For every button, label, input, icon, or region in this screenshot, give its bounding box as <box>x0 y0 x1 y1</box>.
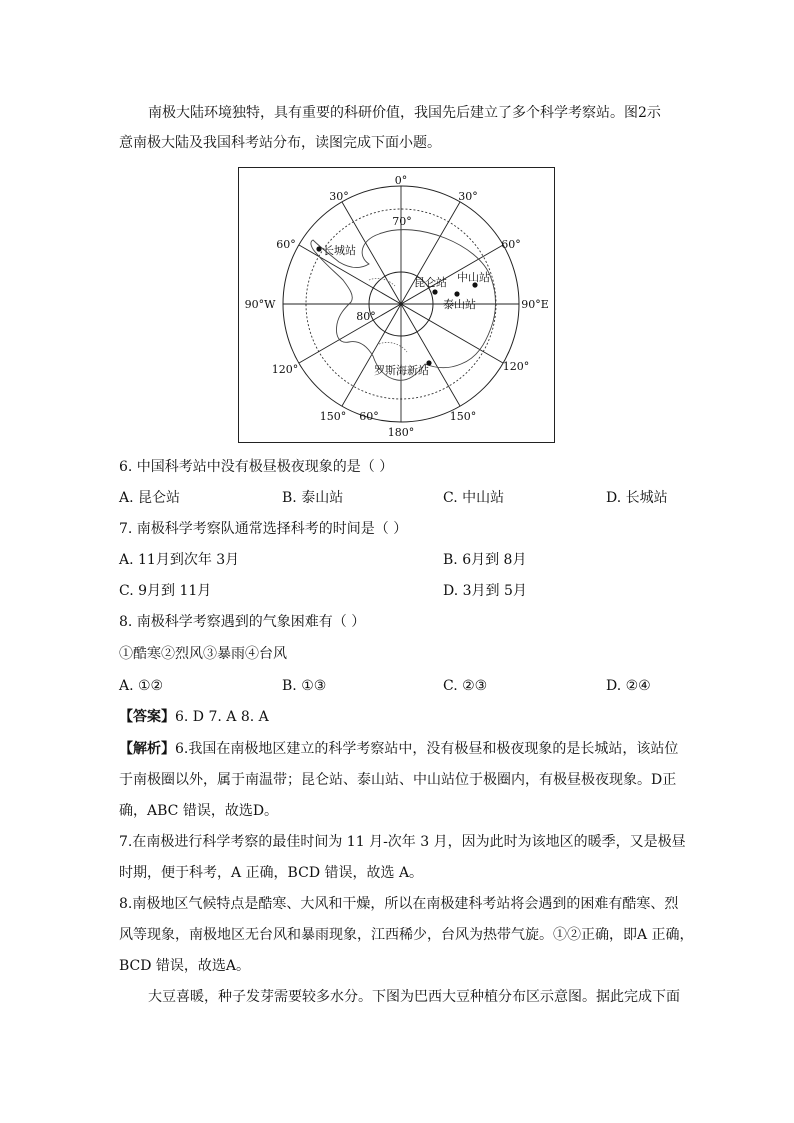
q6-option-a: A. 昆仑站 <box>119 490 181 506</box>
q6-option-d: D. 长城站 <box>606 490 668 506</box>
q7-stem: 7. 南极科学考察队通常选择科考的时间是（ ） <box>119 521 408 537</box>
q7-option-d: D. 3月到 5月 <box>443 583 527 599</box>
analysis-line-1 <box>119 740 678 758</box>
ice-shelf-ronne <box>369 278 395 286</box>
q7-option-a: A. 11月到次年 3月 <box>119 552 240 568</box>
analysis-text-1: 6.我国在南极地区建立的科学考察站中，没有极昼和极夜现象的是长城站，该站位 <box>175 741 679 757</box>
intro-line-1: 南极大陆环境独特，具有重要的科研价值，我国先后建立了多个科学考察站。图2示 <box>148 105 661 121</box>
analysis-line-7: 风等现象，南极地区无台风和暴雨现象，江西稀少，台风为热带气旋。①②正确，即A 正确， <box>119 927 694 943</box>
station-dot-kunlun <box>432 289 437 294</box>
antarctica-map-svg <box>239 168 554 442</box>
lon-label-120w: 120° <box>271 363 299 376</box>
station-label-luosihai: 罗斯海新站 <box>374 364 429 377</box>
analysis-line-6: 8.南极地区气候特点是酷寒、大风和干燥，所以在南极建科考站将会遇到的困难有酷寒、烈 <box>119 896 679 912</box>
next-passage-line: 大豆喜暖，种子发芽需要较多水分。下图为巴西大豆种植分布区示意图。据此完成下面 <box>148 989 680 1005</box>
ice-shelf-ross <box>379 342 407 352</box>
lon-label-60w: 60° <box>276 238 296 251</box>
q7-option-b: B. 6月到 8月 <box>443 552 527 568</box>
lon-label-150w: 150° <box>319 410 347 423</box>
q8-option-b: B. ①③ <box>282 678 327 694</box>
q6-stem: 6. 中国科考站中没有极昼极夜现象的是（ ） <box>119 459 394 475</box>
lat-label-70: 70° <box>392 215 412 228</box>
answer-line <box>119 708 269 726</box>
lon-label-30e: 30° <box>458 190 478 203</box>
lon-label-90w: 90°W <box>244 298 276 311</box>
analysis-line-5: 时期，便于科考，A 正确，BCD 错误，故选 A。 <box>119 865 424 881</box>
analysis-tag: 【解析】 <box>119 741 175 757</box>
station-label-kunlun: 昆仑站 <box>414 276 447 289</box>
q8-option-a: A. ①② <box>119 678 164 694</box>
analysis-line-4: 7.在南极进行科学考察的最佳时间为 11 月-次年 3 月，因为此时为该地区的暖季，又是极昼 <box>119 834 686 850</box>
analysis-line-2: 于南极圈以外，属于南温带；昆仑站、泰山站、中山站位于极圈内，有极昼极夜现象。D正 <box>119 772 677 788</box>
station-label-zhongshan: 中山站 <box>457 271 490 284</box>
lat-label-80: 80° <box>356 310 376 323</box>
station-dot-changcheng <box>316 246 321 251</box>
q8-items: ①酷寒②烈风③暴雨④台风 <box>119 646 287 662</box>
lat-label-60: 60° <box>359 410 379 423</box>
q8-stem: 8. 南极科学考察遇到的气象困难有（ ） <box>119 614 366 630</box>
lon-label-120e: 120° <box>502 360 530 373</box>
q6-option-c: C. 中山站 <box>443 490 505 506</box>
station-label-taishan: 泰山站 <box>443 298 476 311</box>
lon-label-0: 0° <box>394 174 408 187</box>
answer-text: 6. D 7. A 8. A <box>175 709 269 725</box>
lon-label-90e: 90°E <box>521 298 549 311</box>
lon-label-60e: 60° <box>501 238 521 251</box>
q7-option-c: C. 9月到 11月 <box>119 583 212 599</box>
lon-label-30w: 30° <box>329 190 349 203</box>
answer-tag: 【答案】 <box>119 709 175 725</box>
analysis-line-8: BCD 错误，故选A。 <box>119 958 251 974</box>
q6-option-b: B. 泰山站 <box>282 490 344 506</box>
analysis-line-3: 确，ABC 错误，故选D。 <box>119 803 279 819</box>
lon-label-180: 180° <box>387 426 415 439</box>
intro-line-2: 意南极大陆及我国科考站分布，读图完成下面小题。 <box>119 135 441 151</box>
station-dot-taishan <box>454 291 459 296</box>
lon-label-150e: 150° <box>449 410 477 423</box>
station-label-changcheng: 长城站 <box>323 244 356 257</box>
q8-option-c: C. ②③ <box>443 678 488 694</box>
q8-option-d: D. ②④ <box>606 678 651 694</box>
antarctica-map <box>238 167 555 443</box>
